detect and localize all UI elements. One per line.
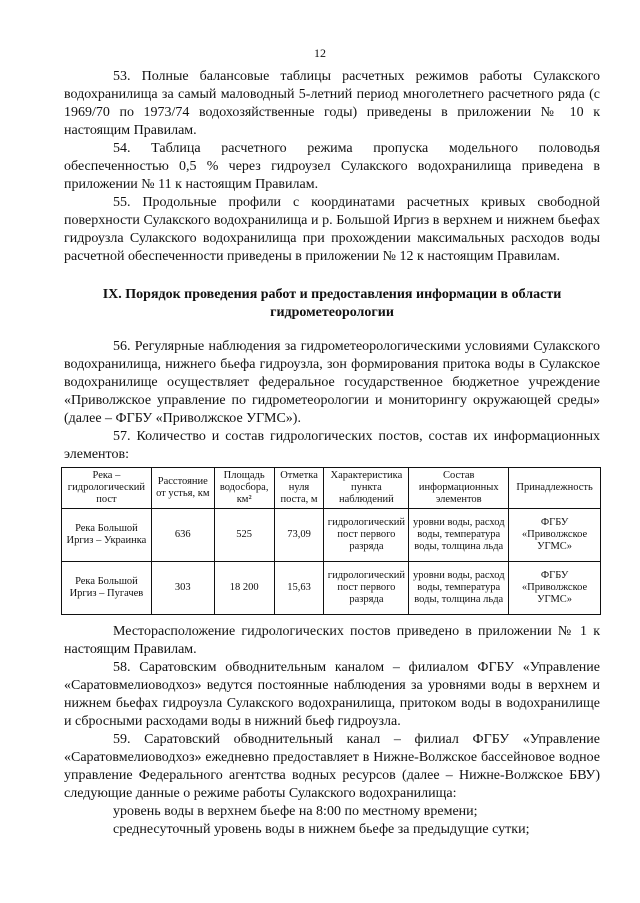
hydro-posts-table: [61, 467, 601, 615]
header-cell: Расстояние от устья, км: [151, 468, 214, 509]
table-cell: гидрологический пост первого разряда: [324, 562, 409, 615]
table-row: [62, 509, 601, 562]
paragraph-54: 54. Таблица расчетного режима пропуска модельного половодья обеспеченностью 0,5 % через гидроузел Сулакского водохранилища приведена в приложении № 11 к настоящим Правилам.: [64, 141, 600, 192]
table-header-row: [62, 468, 601, 509]
header-cell: Состав информационных элементов: [409, 468, 509, 509]
table-cell: уровни воды, расход воды, температура воды, толщина льда: [409, 509, 509, 562]
table-cell: 525: [214, 509, 274, 562]
table-cell: 303: [151, 562, 214, 615]
table-cell: ФГБУ «Приволжское УГМС»: [509, 509, 601, 562]
header-cell: Река – гидрологический пост: [62, 468, 152, 509]
table-cell: Река Большой Иргиз – Пугачев: [62, 562, 152, 615]
paragraph-55: 55. Продольные профили с координатами расчетных кривых свободной поверхности Сулакского водохранилища и р. Большой Иргиз в верхнем и нижнем бьефах гидроузла Сулакского водохранилища при прохождении максимальных расходов воды расчетной обеспеченности приведены в приложении № 12 к настоящим Правилам.: [64, 195, 600, 264]
section-heading: IX. Порядок проведения работ и предоставления информации в области гидрометеорологии: [102, 287, 562, 320]
table-row: [62, 562, 601, 615]
table-cell: 18 200: [214, 562, 274, 615]
paragraph-59: 59. Саратовский обводнительный канал – филиал ФГБУ «Управление «Саратовмелиоводхоз» ежедневно предоставляет в Нижне-Волжское бассейновое водное управление Федерального агентства водных ресурсов (далее – Нижне-Волжское БВУ) следующие данные о режиме работы Сулакского водохранилища:: [64, 732, 600, 801]
paragraph-56: 56. Регулярные наблюдения за гидрометеорологическими условиями Сулакского водохранилища, нижнего бьефа гидроузла, зон формирования притока воды в Сулакское водохранилище осуществляет федеральное государственное бюджетное учреждение «Приволжское управление по гидрометеорологии и мониторингу окружающей среды» (далее – ФГБУ «Приволжское УГМС»).: [64, 339, 600, 426]
table-cell: 15,63: [274, 562, 324, 615]
table-cell: 73,09: [274, 509, 324, 562]
table-cell: ФГБУ «Приволжское УГМС»: [509, 562, 601, 615]
page-number: 12: [314, 46, 326, 60]
table-cell: 636: [151, 509, 214, 562]
header-cell: Площадь водосбора, км²: [214, 468, 274, 509]
data-list: [64, 803, 600, 839]
paragraph-57: 57. Количество и состав гидрологических постов, состав их информационных элементов:: [64, 429, 600, 462]
table-cell: Река Большой Иргиз – Украинка: [62, 509, 152, 562]
table-cell: уровни воды, расход воды, температура воды, толщина льда: [409, 562, 509, 615]
header-cell: Отметка нуля поста, м: [274, 468, 324, 509]
header-cell: Принадлежность: [509, 468, 601, 509]
paragraph-58: 58. Саратовским обводнительным каналом – филиалом ФГБУ «Управление «Саратовмелиоводхоз» ведутся постоянные наблюдения за уровнями воды в верхнем и нижнем бьефах гидроузла Сулакского водохранилища, притоком воды в водохранилище и сбросными расходами воды в нижний бьеф гидроузла.: [64, 660, 600, 729]
header-cell: Характеристика пункта наблюдений: [324, 468, 409, 509]
paragraph-posts-location: Месторасположение гидрологических постов приведено в приложении № 1 к настоящим Правилам.: [64, 624, 600, 657]
table-cell: гидрологический пост первого разряда: [324, 509, 409, 562]
list-item: среднесуточный уровень воды в нижнем бьефе за предыдущие сутки;: [113, 822, 530, 837]
list-item: уровень воды в верхнем бьефе на 8:00 по местному времени;: [113, 804, 478, 819]
paragraph-53: 53. Полные балансовые таблицы расчетных режимов работы Сулакского водохранилища за самый маловодный 5-летний период многолетнего расчетного ряда (с 1969/70 по 1973/74 водохозяйственные годы) приведены в приложении № 10 к настоящим Правилам.: [64, 69, 600, 138]
document-body: [64, 68, 600, 839]
